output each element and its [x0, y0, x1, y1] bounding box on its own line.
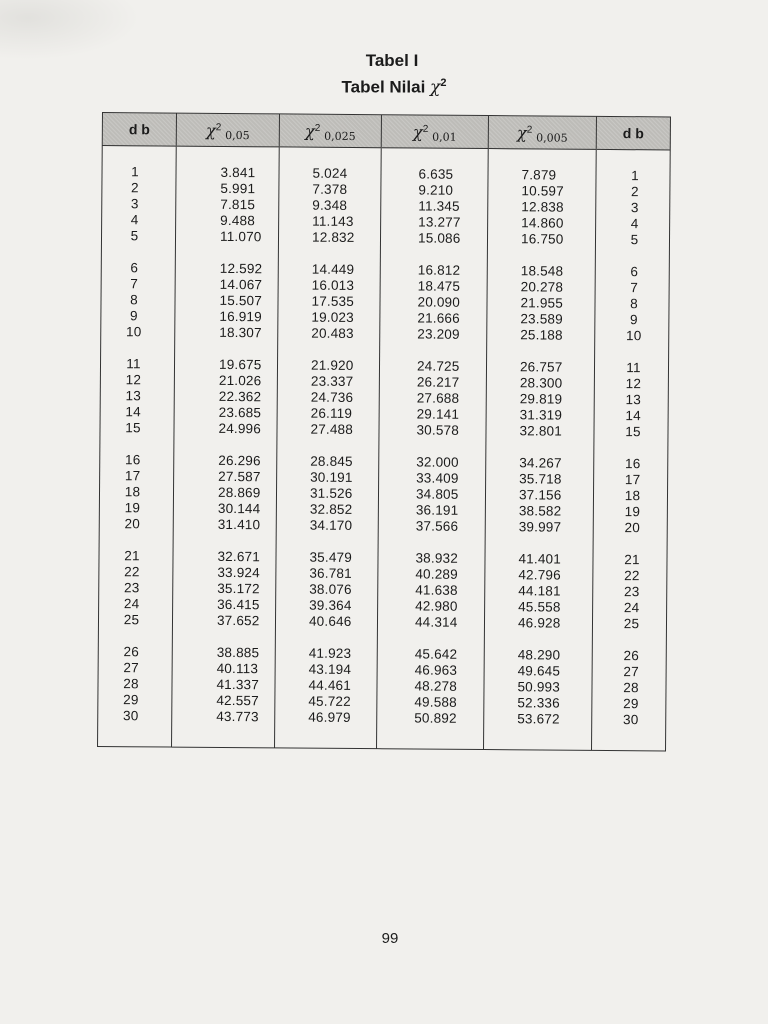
critical-value: 37.652 — [216, 612, 260, 629]
critical-value: 44.461 — [308, 677, 352, 693]
header-significance-level: 0,01 — [432, 130, 457, 144]
critical-value: 22.362 — [218, 388, 262, 405]
critical-value: 45.722 — [308, 693, 351, 709]
row-group — [175, 261, 278, 342]
critical-value: 45.558 — [518, 599, 561, 615]
header-significance-level: 0,05 — [225, 128, 250, 142]
critical-value: 52.336 — [517, 695, 560, 711]
chi-superscript: 2 — [440, 77, 447, 89]
critical-value: 27.488 — [310, 421, 354, 437]
critical-value: 3.841 — [220, 164, 256, 181]
df-value: 26 — [123, 644, 140, 660]
critical-value: 24.725 — [416, 358, 460, 374]
row-group — [100, 356, 174, 437]
critical-value: 32.000 — [416, 454, 459, 470]
df-value: 27 — [623, 664, 639, 680]
row-group — [594, 360, 668, 441]
critical-value: 10.597 — [521, 183, 564, 199]
row-group — [377, 646, 484, 727]
critical-value: 24.736 — [310, 389, 354, 405]
critical-value: 49.645 — [517, 663, 561, 679]
critical-value: 7.879 — [521, 167, 557, 183]
critical-value: 33.924 — [217, 564, 260, 581]
row-group — [381, 166, 488, 247]
df-value: 5 — [630, 232, 639, 248]
row-group — [484, 647, 592, 728]
critical-value: 45.642 — [414, 646, 458, 662]
critical-value: 48.278 — [414, 678, 458, 694]
df-value: 12 — [125, 372, 142, 388]
critical-value: 9.210 — [418, 182, 454, 198]
df-value: 26 — [623, 648, 640, 664]
critical-value: 36.415 — [217, 596, 260, 613]
df-value: 29 — [123, 692, 139, 708]
row-group — [488, 167, 596, 248]
df-value: 28 — [623, 680, 639, 696]
critical-value: 40.289 — [415, 566, 458, 582]
critical-value: 32.671 — [217, 548, 261, 565]
row-group — [98, 644, 172, 725]
critical-value: 30.578 — [416, 422, 460, 438]
df-value: 9 — [129, 308, 138, 324]
critical-value: 21.666 — [417, 310, 460, 326]
critical-value: 11.143 — [312, 213, 354, 229]
critical-value: 36.191 — [415, 502, 459, 518]
row-group — [99, 548, 173, 629]
df-value: 15 — [625, 424, 641, 440]
critical-value: 32.801 — [519, 423, 563, 439]
df-value: 14 — [625, 408, 641, 424]
critical-value: 30.144 — [217, 500, 261, 517]
df-value: 8 — [630, 296, 638, 312]
critical-value: 20.090 — [417, 294, 461, 310]
df-value: 4 — [130, 212, 139, 228]
critical-value: 16.919 — [219, 308, 262, 325]
df-value: 24 — [623, 600, 640, 616]
critical-value: 44.314 — [414, 614, 458, 630]
critical-value: 9.488 — [220, 212, 256, 229]
critical-value: 24.996 — [218, 420, 262, 437]
critical-value: 38.582 — [518, 503, 562, 519]
critical-value: 17.535 — [311, 293, 355, 309]
row-group — [594, 456, 668, 537]
df-value: 16 — [624, 456, 641, 472]
critical-value: 28.300 — [519, 375, 563, 391]
row-group — [486, 455, 594, 536]
critical-value: 34.805 — [415, 486, 459, 502]
column-chi-0-005 — [484, 149, 597, 751]
column-values — [98, 146, 176, 747]
critical-value: 25.188 — [520, 327, 563, 343]
chi-square-table — [97, 112, 671, 751]
critical-value: 32.852 — [309, 501, 353, 517]
critical-value: 14.860 — [521, 215, 564, 231]
critical-value: 42.557 — [216, 692, 259, 709]
critical-value: 23.209 — [417, 326, 460, 342]
critical-value: 21.026 — [218, 372, 262, 389]
df-value: 6 — [130, 260, 139, 276]
critical-value: 28.869 — [217, 484, 261, 501]
critical-value: 12.592 — [219, 260, 263, 277]
df-value: 3 — [130, 196, 139, 212]
df-value: 7 — [130, 276, 139, 292]
critical-value: 7.378 — [312, 181, 348, 197]
row-group — [101, 260, 175, 341]
critical-value: 48.290 — [517, 647, 561, 663]
df-value: 30 — [622, 712, 639, 728]
header-significance-level: 0,025 — [324, 129, 356, 143]
critical-value: 16.013 — [311, 277, 355, 293]
critical-value: 19.675 — [218, 356, 262, 373]
critical-value: 35.718 — [519, 471, 562, 487]
df-value: 20 — [624, 520, 641, 536]
critical-value: 38.932 — [415, 550, 459, 566]
header-significance-level: 0,005 — [536, 130, 568, 145]
critical-value: 26.217 — [416, 374, 460, 390]
table-header-row — [102, 113, 670, 150]
header-chi-0-01 — [381, 115, 488, 149]
critical-value: 46.979 — [308, 709, 351, 725]
df-value: 22 — [624, 568, 640, 584]
critical-value: 16.812 — [417, 262, 461, 278]
row-group — [174, 357, 277, 438]
row-group — [379, 454, 486, 535]
row-group — [485, 551, 593, 632]
critical-value: 26.119 — [310, 405, 353, 421]
df-value: 13 — [625, 392, 642, 408]
critical-value: 43.773 — [216, 708, 259, 725]
df-value: 21 — [624, 552, 640, 568]
header-chi-symbol: χ — [516, 122, 527, 142]
header-chi-0-025 — [279, 114, 381, 148]
critical-value: 26.757 — [519, 359, 563, 375]
df-value: 19 — [624, 504, 641, 520]
critical-value: 30.191 — [310, 469, 353, 485]
column-chi-0-01 — [377, 148, 489, 750]
df-value: 12 — [625, 376, 642, 392]
df-value: 16 — [124, 452, 141, 468]
critical-value: 13.277 — [418, 214, 461, 230]
critical-value: 40.646 — [308, 613, 352, 629]
column-db-left — [98, 146, 177, 748]
critical-value: 39.997 — [518, 519, 562, 535]
critical-value: 53.672 — [517, 711, 560, 727]
df-value: 11 — [126, 356, 141, 372]
critical-value: 33.409 — [416, 470, 459, 486]
critical-value: 41.638 — [415, 582, 458, 598]
header-chi-superscript: 2 — [422, 123, 429, 135]
title-block — [0, 50, 768, 99]
critical-value: 46.928 — [517, 615, 561, 631]
critical-value: 37.566 — [415, 518, 459, 534]
critical-value: 5.991 — [220, 180, 256, 197]
row-group — [595, 264, 669, 345]
column-values — [484, 149, 596, 750]
table-title — [20, 72, 768, 99]
critical-value: 34.267 — [519, 455, 562, 471]
table-body — [98, 146, 671, 751]
critical-value: 20.483 — [311, 325, 354, 341]
df-value: 17 — [624, 472, 641, 488]
row-group — [380, 262, 487, 343]
row-group — [592, 648, 666, 729]
critical-value: 46.963 — [414, 662, 458, 678]
critical-value: 28.845 — [310, 453, 353, 469]
page-number: 99 — [381, 930, 399, 947]
df-value: 2 — [130, 180, 139, 196]
row-group — [276, 549, 378, 630]
critical-value: 19.023 — [311, 309, 354, 325]
row-group — [487, 263, 595, 344]
df-value: 20 — [124, 516, 141, 532]
header-chi-superscript: 2 — [526, 124, 533, 136]
critical-value: 44.181 — [518, 583, 561, 599]
header-chi-superscript: 2 — [215, 121, 222, 133]
df-value: 1 — [131, 164, 139, 180]
header-db-left: d b — [102, 113, 176, 147]
df-value: 5 — [130, 228, 139, 244]
df-value: 28 — [123, 676, 139, 692]
critical-value: 42.796 — [518, 567, 561, 583]
critical-value: 26.296 — [218, 452, 261, 469]
critical-value: 14.067 — [219, 276, 263, 293]
critical-value: 40.113 — [216, 660, 259, 677]
critical-value: 11.345 — [418, 198, 460, 214]
critical-value: 39.364 — [309, 597, 352, 613]
critical-value: 29.819 — [519, 391, 563, 407]
row-group — [277, 453, 379, 534]
critical-value: 35.479 — [309, 549, 353, 565]
critical-value: 21.955 — [520, 295, 564, 311]
df-value: 7 — [630, 280, 639, 296]
critical-value: 35.172 — [217, 580, 260, 597]
df-value: 30 — [122, 708, 139, 724]
critical-value: 31.526 — [309, 485, 353, 501]
critical-value: 42.980 — [415, 598, 458, 614]
table-title-text: Tabel Nilai — [341, 77, 431, 97]
critical-value: 50.892 — [414, 710, 457, 726]
critical-value: 38.885 — [216, 644, 260, 661]
critical-value: 41.337 — [216, 676, 260, 693]
critical-value: 18.548 — [520, 263, 564, 279]
column-values — [377, 148, 488, 749]
df-value: 21 — [124, 548, 140, 564]
critical-value: 34.170 — [309, 517, 353, 533]
critical-value: 5.024 — [312, 165, 348, 181]
row-group — [593, 552, 667, 633]
row-group — [378, 550, 485, 631]
df-value: 18 — [124, 484, 141, 500]
row-group — [596, 168, 670, 249]
critical-value: 27.688 — [416, 390, 460, 406]
column-values — [592, 150, 670, 751]
df-value: 24 — [123, 596, 140, 612]
df-value: 29 — [623, 696, 639, 712]
column-db-right — [592, 149, 671, 751]
critical-value: 9.348 — [312, 197, 348, 213]
df-value: 8 — [130, 292, 138, 308]
df-value: 2 — [630, 184, 639, 200]
df-value: 13 — [125, 388, 142, 404]
df-value: 27 — [123, 660, 139, 676]
row-group — [278, 261, 380, 342]
critical-value: 36.781 — [309, 565, 352, 581]
df-value: 3 — [630, 200, 639, 216]
row-group — [174, 453, 277, 534]
critical-value: 23.589 — [520, 311, 563, 327]
column-chi-0-025 — [275, 147, 382, 749]
critical-value: 31.410 — [217, 516, 261, 533]
df-value: 23 — [123, 580, 140, 596]
header-chi-0-005 — [488, 116, 596, 150]
critical-value: 23.337 — [310, 373, 354, 389]
critical-value: 41.923 — [308, 645, 352, 661]
df-value: 15 — [125, 420, 141, 436]
df-value: 1 — [631, 168, 639, 184]
row-group — [279, 165, 381, 246]
critical-value: 15.507 — [219, 292, 263, 309]
row-group — [379, 358, 486, 439]
critical-value: 7.815 — [220, 196, 256, 213]
df-value: 14 — [125, 404, 141, 420]
df-value: 23 — [623, 584, 640, 600]
row-group — [102, 164, 176, 245]
critical-value: 29.141 — [416, 406, 460, 422]
row-group — [172, 645, 275, 726]
critical-value: 43.194 — [308, 661, 352, 677]
critical-value: 11.070 — [219, 228, 262, 245]
chi-symbol: χ — [430, 77, 441, 98]
critical-value: 21.920 — [310, 357, 354, 373]
critical-value: 31.319 — [519, 407, 563, 423]
critical-value: 16.750 — [520, 231, 564, 247]
critical-value: 50.993 — [517, 679, 561, 695]
critical-value: 18.307 — [219, 324, 262, 341]
row-group — [275, 645, 377, 726]
row-group — [100, 452, 174, 533]
df-value: 4 — [630, 216, 639, 232]
df-value: 10 — [625, 328, 642, 344]
df-value: 22 — [124, 564, 140, 580]
df-value: 25 — [123, 612, 140, 628]
df-value: 6 — [630, 264, 639, 280]
header-db-right: d b — [596, 116, 670, 150]
critical-value: 14.449 — [311, 261, 355, 277]
df-value: 17 — [124, 468, 141, 484]
critical-value: 37.156 — [518, 487, 562, 503]
row-group — [486, 359, 594, 440]
critical-value: 15.086 — [417, 230, 461, 246]
df-value: 19 — [124, 500, 141, 516]
df-value: 10 — [125, 324, 142, 340]
header-chi-0-05 — [176, 113, 279, 147]
critical-value: 38.076 — [309, 581, 352, 597]
header-chi-superscript: 2 — [314, 122, 321, 134]
column-values — [172, 147, 279, 748]
header-chi-symbol: χ — [205, 120, 216, 140]
table-number-title: Tabel I — [365, 51, 419, 70]
critical-value: 41.401 — [518, 551, 562, 567]
critical-value: 18.475 — [417, 278, 461, 294]
chi-square-table-wrapper — [97, 112, 670, 752]
row-group — [176, 165, 279, 246]
critical-value: 49.588 — [414, 694, 457, 710]
header-chi-symbol: χ — [412, 121, 423, 142]
column-values — [275, 147, 381, 748]
critical-value: 12.832 — [311, 229, 355, 245]
df-value: 25 — [623, 616, 640, 632]
df-value: 18 — [624, 488, 641, 504]
row-group — [277, 357, 379, 438]
critical-value: 23.685 — [218, 404, 262, 421]
critical-value: 6.635 — [418, 166, 454, 182]
critical-value: 20.278 — [520, 279, 564, 295]
critical-value: 12.838 — [521, 199, 564, 215]
critical-value: 27.587 — [218, 468, 261, 485]
row-group — [173, 549, 276, 630]
df-value: 9 — [629, 312, 638, 328]
header-chi-symbol: χ — [304, 121, 315, 141]
column-chi-0-05 — [172, 146, 280, 748]
df-value: 11 — [626, 360, 641, 376]
